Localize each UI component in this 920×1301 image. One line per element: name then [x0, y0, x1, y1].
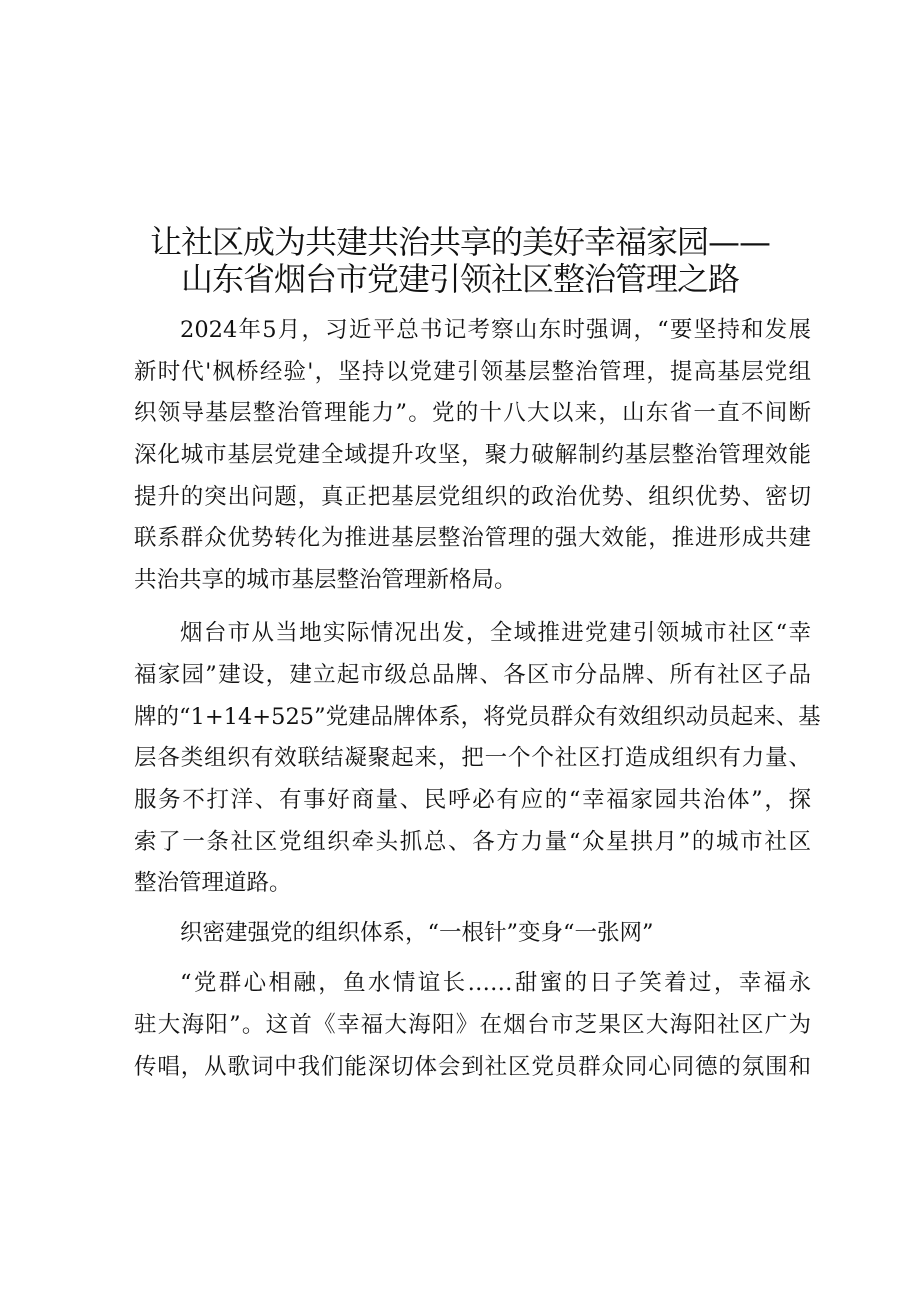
text-line: 织领导基层整治管理能力”。党的十八大以来，山东省一直不间断	[134, 400, 811, 426]
text-line: 福家园”建设，建立起市级总品牌、各区市分品牌、所有社区子品	[134, 662, 811, 688]
text-line: 共治共享的城市基层整治管理新格局。	[134, 567, 517, 593]
text-line: 牌的“1+14+525”党建品牌体系，将党员群众有效组织动员起来、基	[134, 704, 821, 730]
text-line: 传唱，从歌词中我们能深切体会到社区党员群众同心同德的氛围和	[134, 1054, 811, 1080]
text-line: 层各类组织有效联结凝聚起来，把一个个社区打造成组织有力量、	[134, 745, 811, 771]
text-line: 整治管理道路。	[134, 870, 292, 896]
title-line: 让社区成为共建共治共享的美好幸福家园——	[149, 223, 770, 261]
text-line: 2024年5月，习近平总书记考察山东时强调，“要坚持和发展	[180, 317, 811, 343]
text-line: 新时代'枫桥经验'，坚持以党建引领基层整治管理，提高基层党组	[134, 359, 811, 385]
text-line: 索了一条社区党组织牵头抓总、各方力量“众星拱月”的城市社区	[134, 829, 811, 855]
text-line: 联系群众优势转化为推进基层整治管理的强大效能，推进形成共建	[134, 525, 811, 551]
section-heading: 织密建强党的组织体系，“一根针”变身“一张网”	[180, 920, 654, 946]
text-line: “党群心相融，鱼水情谊长……甜蜜的日子笑着过，幸福永	[180, 970, 811, 996]
text-line: 深化城市基层党建全域提升攻坚，聚力破解制约基层整治管理效能	[134, 442, 811, 468]
subtitle-line: 山东省烟台市党建引领社区整治管理之路	[180, 260, 739, 298]
text-line: 烟台市从当地实际情况出发，全域推进党建引领城市社区“幸	[180, 620, 811, 646]
text-line: 服务不打洋、有事好商量、民呼必有应的“幸福家园共治体”，探	[134, 787, 811, 813]
text-line: 提升的突出问题，真正把基层党组织的政治优势、组织优势、密切	[134, 484, 811, 510]
text-line: 驻大海阳”。这首《幸福大海阳》在烟台市芝果区大海阳社区广为	[134, 1012, 811, 1038]
